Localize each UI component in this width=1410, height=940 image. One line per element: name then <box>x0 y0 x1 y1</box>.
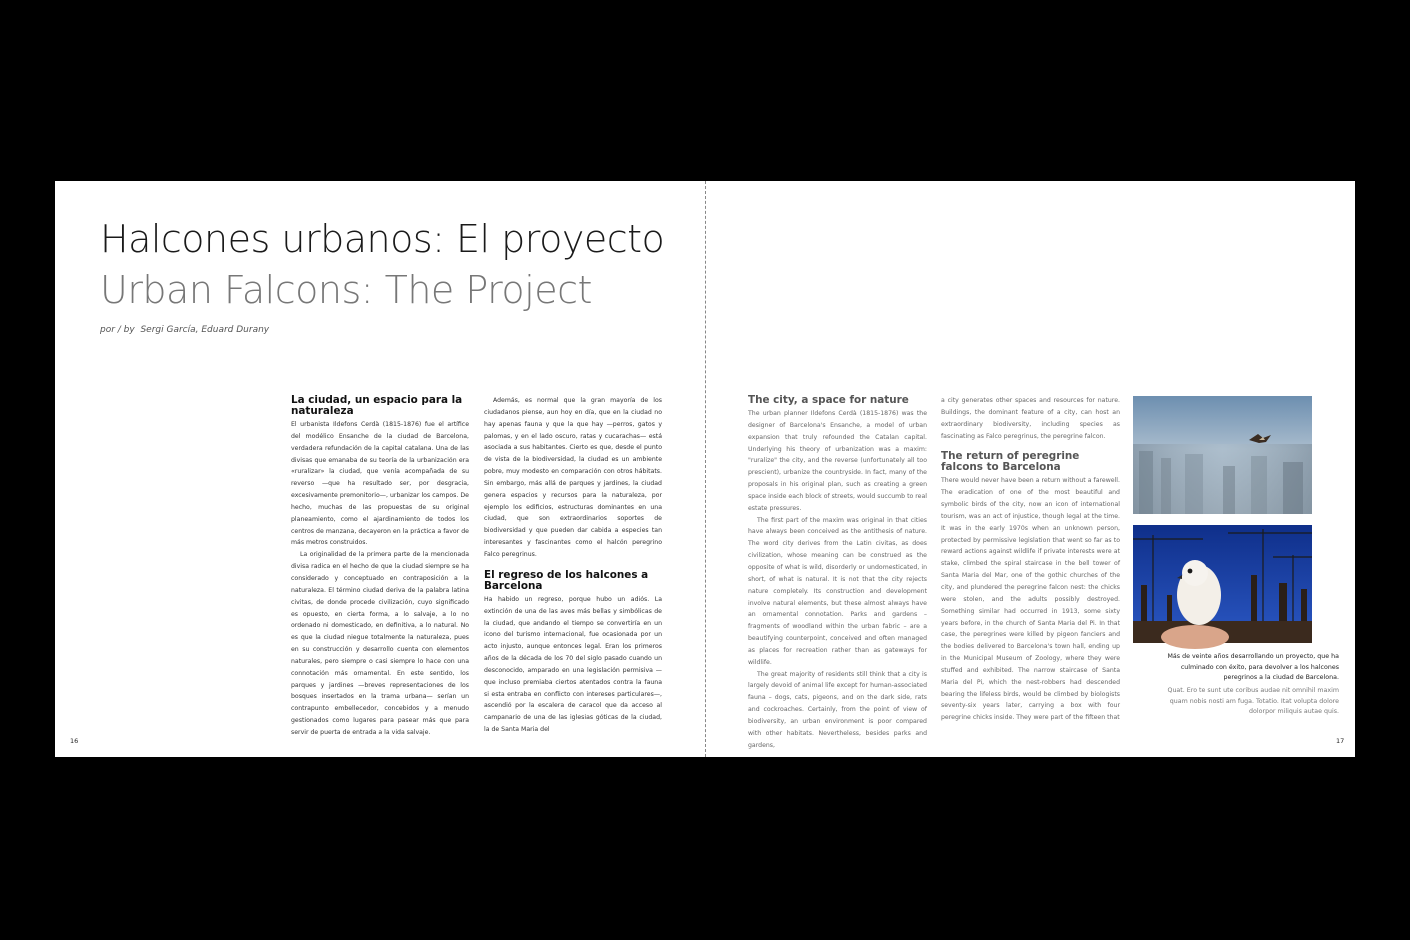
byline <box>100 325 269 335</box>
page-number: 16 <box>70 737 79 745</box>
magazine-spread <box>55 181 1355 757</box>
spanish-column-2 <box>484 395 662 734</box>
section-heading: El regreso de los halcones a Barcelona <box>484 568 649 592</box>
spanish-column-1 <box>291 394 469 736</box>
body-paragraph: Además, es normal que la gran mayoría de los ciudadanos piense, aun hoy en día, que en la ciudad no hay apenas fauna y que la que hay —perros, gatos y palomas, y en el lado oscuro, ratas y cucarachas— está asociada a sus habitantes. Cierto es que, desde el punto de vista de la biodiversidad, la ciudad es un ambiente pobre, muy modesto en comparación con otros hábitats. Sin embargo, más allá de parques y jardines, la ciudad genera espacios y recursos para la naturaleza, por ejemplo los edificios, estructuras dominantes en una ciudad, que son extraordinarios soportes de biodiversidad y que pueden dar cabida a especies tan interesantes y fascinantes como el halcón peregrino Falco peregrinus. <box>484 397 662 558</box>
section-heading: The return of peregrine falcons to Barcelona <box>941 450 1080 474</box>
falcon-chick-held-in-hand-photo <box>1133 525 1312 643</box>
article-title-english: Urban Falcons: The Project <box>100 268 592 312</box>
body-paragraph: The first part of the maxim was original in that cities have always been conceived as the antithesis of nature. The word city derives from the Latin civitas, as does civilization, whose meaning can be construed as the opposite of what is wild, disorderly or undomesticated, in short, of what is natural. It is not that the city rejects nature completely. Its construction and development involve natural elements, but these almost always have an ornamental connotation. Parks and gardens – fragments of woodland within the urban fabric – are a beautifying counterpoint, conceived and often managed as places for recreation rather than as gateways for wildlife. <box>748 516 927 666</box>
body-paragraph: The great majority of residents still think that a city is largely devoid of animal life except for human-associated fauna – dogs, cats, pigeons, and on the dark side, rats and cockroaches. Certainly, from the point of view of biodiversity, an urban environment is poor compared with other habitats. Nevertheless, besides parks and gardens, <box>748 670 927 749</box>
byline-label: por / by <box>100 325 135 335</box>
falcon-flying-over-city-photo <box>1133 396 1312 514</box>
body-paragraph: El urbanista Ildefons Cerdà (1815-1876) fue el artífice del modélico Ensanche de la ciudad de Barcelona, verdadera refundación de la capital catalana. Una de las divisas que emanaba de su teoría de la urbanización era «ruralizar» la ciudad, que venía acompañada de su reverso —que ha resultado ser, por desgracia, excesivamente premonitorio—, urbanizar los campos. De hecho, muchas de las propuestas de su original planeamiento, como el ajardinamiento de todos los centros de manzana, decayeron en la práctica a favor de más metros construidos. <box>291 421 469 547</box>
photo-caption: Más de veinte años desarrollando un proyecto, que ha culminado con éxito, para devolver a los halcones peregrinos a la ciudad de Barcelona. <box>1167 653 1339 681</box>
body-paragraph: La originalidad de la primera parte de la mencionada divisa radica en el hecho de que la ciudad siempre se ha considerado y conceptuado en contraposición a la naturaleza. El término ciudad deriva de la palabra latina civitas, de donde procede civilización, cuyo significado es opuesto, en cierta forma, a lo salvaje, a lo no ordenado ni domesticado, en definitiva, a lo natural. No es que la ciudad niegue totalmente la naturaleza, pues en su construcción y desarrollo cuenta con elementos naturales, pero siempre o casi siempre lo hace con una connotación más ornamental. En este sentido, los parques y jardines —breves representaciones de los bosques insertados en la trama urbana— serían un contrapunto embellecedor, concebidos y a menudo gestionados como lugares para pasear más que para servir de puerta de entrada a la vida salvaje. <box>291 551 469 736</box>
left-page <box>55 181 705 757</box>
photo-caption-secondary: Quat. Ero te sunt ute coribus audae nit omnihil maxim quam nobis nosti am fuga. Totatio. Itat volupta dolore dolorpor miliquis autae quis. <box>1167 687 1339 715</box>
section-heading: The city, a space for nature <box>748 394 909 406</box>
byline-authors: Sergi García, Eduard Durany <box>140 325 270 335</box>
body-paragraph: a city generates other spaces and resources for nature. Buildings, the dominant feature of a city, can host an extraordinary biodiversity, including species as fascinating as Falco peregrinus, the peregrine falcon. <box>941 397 1120 440</box>
article-title-spanish: Halcones urbanos: El proyecto <box>100 217 665 261</box>
page-number: 17 <box>1336 737 1345 745</box>
body-paragraph: The urban planner Ildefons Cerdà (1815-1876) was the designer of Barcelona's Ensanche, a model of urban expansion that truly refounded the Catalan capital. Underlying his theory of urbanization was a maxim: "ruralize" the city, and the reverse (unfortunately all too prescient), urbanize the countryside. In fact, many of the proposals in his original plan, such as creating a green space inside each block of streets, would succumb to real estate pressures. <box>748 410 927 512</box>
english-column-2 <box>941 395 1120 721</box>
english-column-1 <box>748 394 927 749</box>
body-paragraph: Ha habido un regreso, porque hubo un adiós. La extinción de una de las aves más bellas y simbólicas de la ciudad, que andando el tiempo se convertiría en un icono del turismo internacional, fue ocasionada por un acto injusto, aunque entonces legal. Eran los primeros años de la década de los 70 del siglo pasado cuando un desconocido, amparado en una legislación permisiva —que incluso premiaba ciertos atentados contra la fauna si esta entraba en conflicto con intereses particulares—, ascendió por la escalera de caracol que da acceso al campanario de una de las iglesias góticas de la ciudad, la de Santa Maria del <box>484 595 662 734</box>
body-paragraph: There would never have been a return without a farewell. The eradication of one of the most beautiful and symbolic birds of the city, now an icon of international tourism, was an act of injustice, though legal at the time. It was in the early 1970s when an unknown person, protected by permissive legislation that went so far as to reward actions against wildlife if private interests were at stake, climbed the spiral staircase in the bell tower of Santa Maria del Mar, one of the gothic churches of the city, and plundered the peregrine falcon nest: the chicks were stolen, and the adults possibly destroyed. Something similar had occurred in 1913, some sixty years before, in the church of Santa Maria del Pi. In that case, the peregrines were killed by pigeon fanciers and the bodies delivered to Barcelona's town hall, ending up in the Municipal Museum of Zoology, where they were stuffed and exhibited. The narrow staircase of Santa Maria del Pi, which the nest-robbers had descended bearing the lifeless birds, would be climbed by biologists seventy-six years later, carrying a box with four peregrine chicks inside. They were part of the fifteen that <box>941 477 1120 722</box>
section-heading: La ciudad, un espacio para la naturaleza <box>291 394 463 417</box>
